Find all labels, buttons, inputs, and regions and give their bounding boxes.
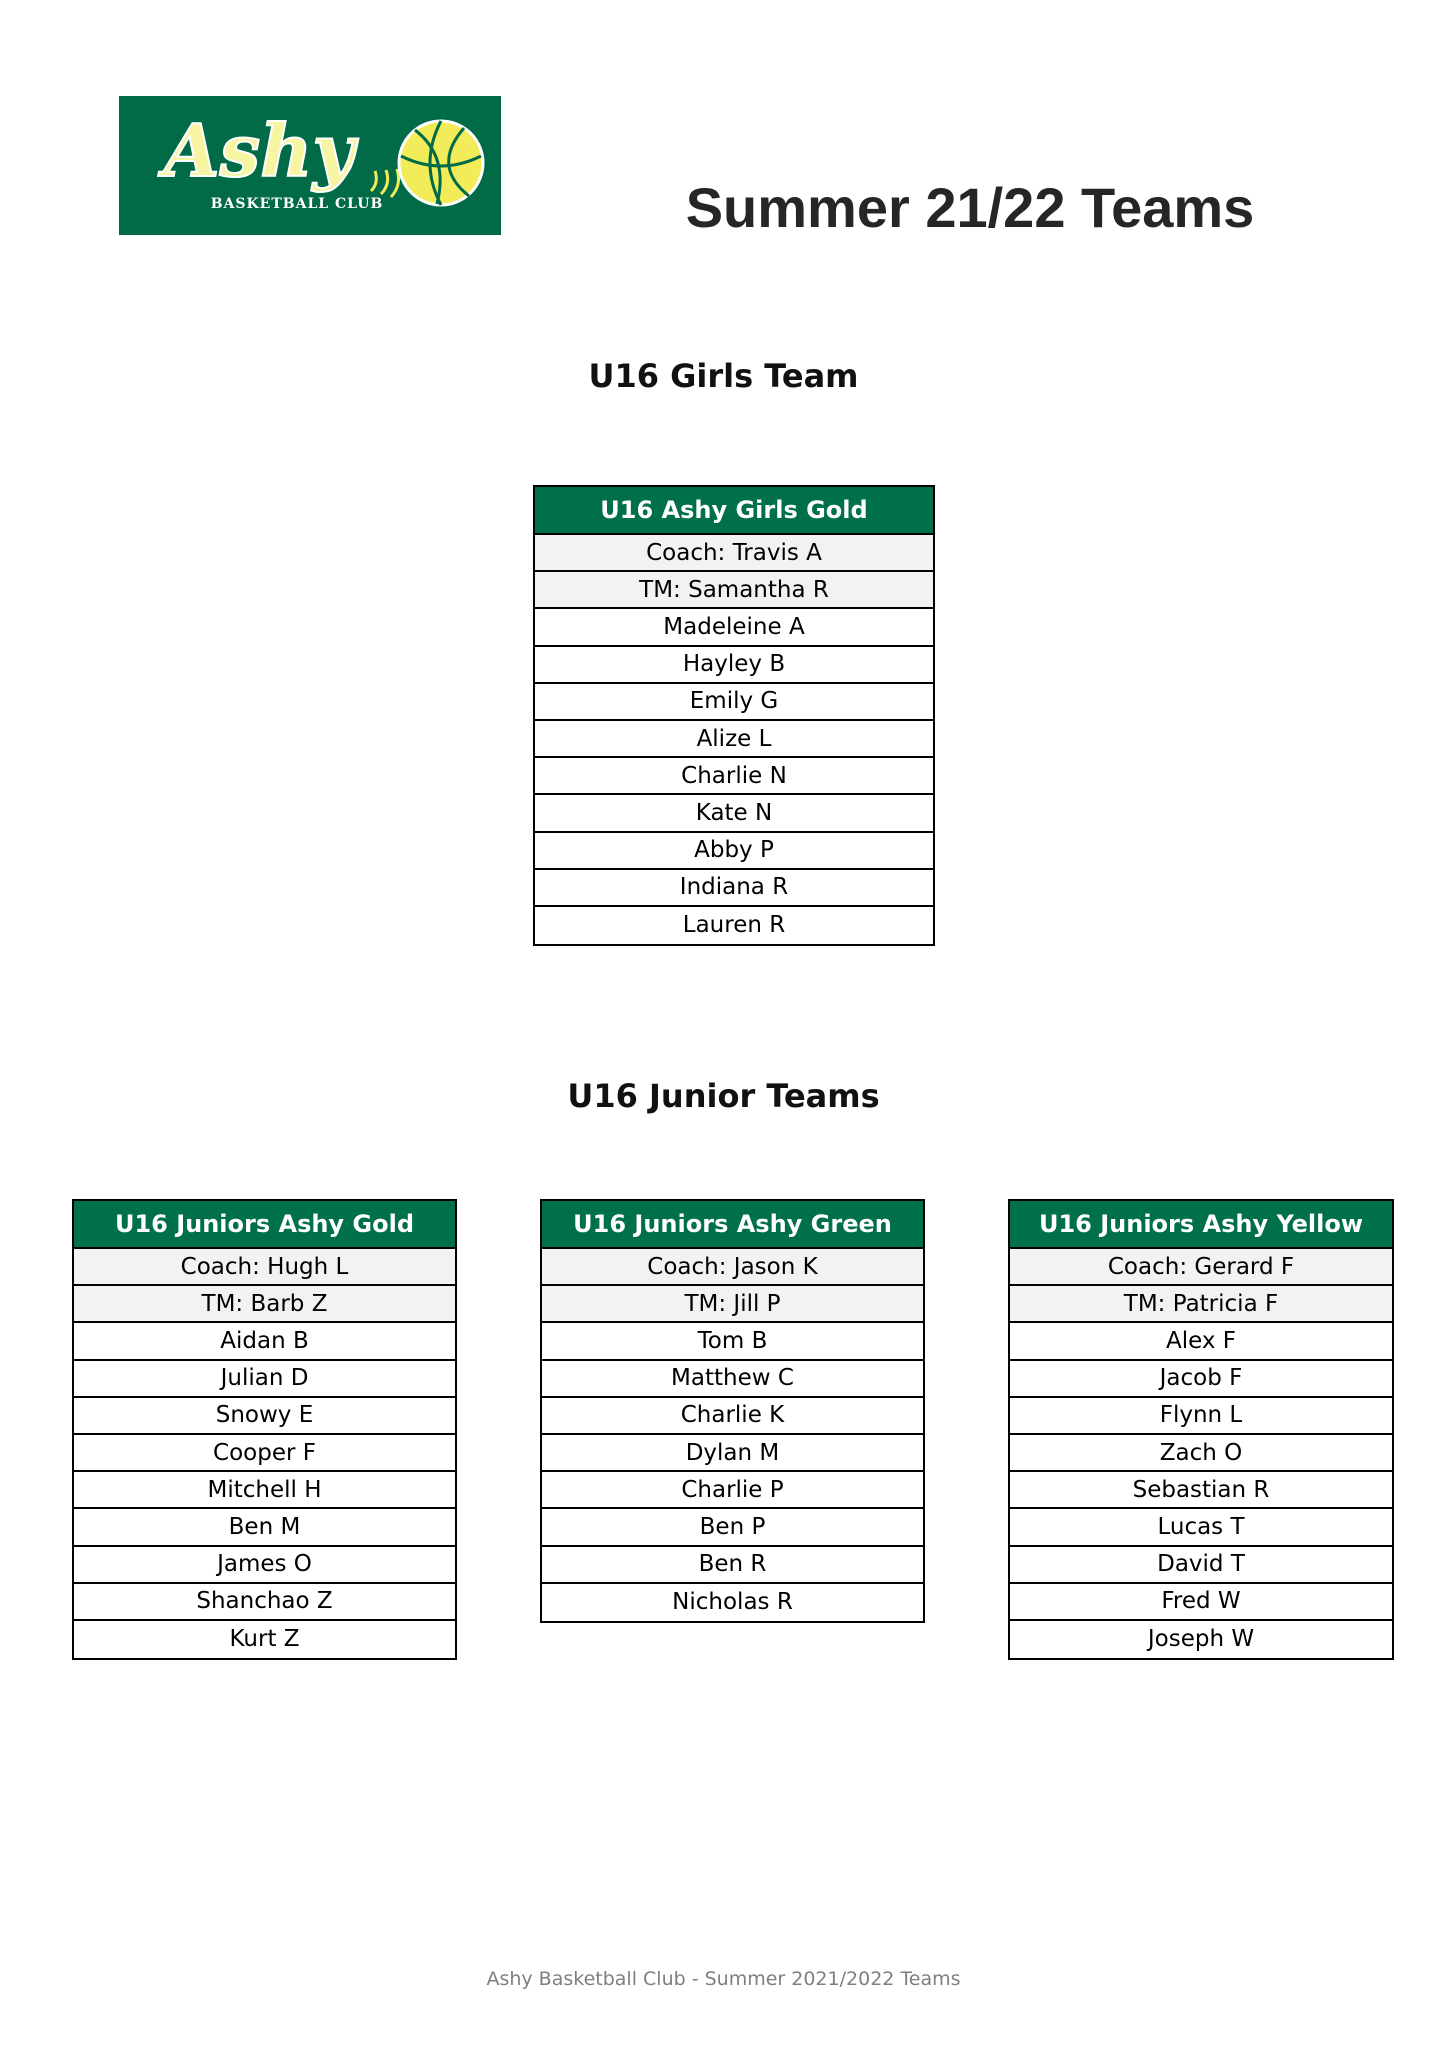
team-name: U16 Juniors Ashy Yellow — [1010, 1201, 1392, 1249]
player-row: Cooper F — [74, 1435, 455, 1472]
team-name: U16 Juniors Ashy Green — [542, 1201, 923, 1249]
player-row: Charlie P — [542, 1472, 923, 1509]
player-row: Fred W — [1010, 1584, 1392, 1621]
player-row: Nicholas R — [672, 1589, 793, 1616]
player-row: Indiana R — [535, 870, 933, 907]
player-row: Ben M — [74, 1509, 455, 1546]
player-row: Charlie N — [535, 758, 933, 795]
player-row: David T — [1010, 1547, 1392, 1584]
player-row: Shanchao Z — [74, 1584, 455, 1621]
player-row: Mitchell H — [74, 1472, 455, 1509]
coach-row: Coach: Jason K — [542, 1249, 923, 1286]
club-logo — [119, 96, 501, 235]
logo-text: Ashy — [163, 108, 355, 193]
player-row: Flynn L — [1010, 1398, 1392, 1435]
player-row: Madeleine A — [535, 609, 933, 646]
team-table-juniors-yellow — [1008, 1199, 1394, 1660]
player-row: Kate N — [535, 795, 933, 832]
team-manager-row: TM: Patricia F — [1010, 1286, 1392, 1323]
player-row: Joseph W — [1147, 1626, 1255, 1653]
player-row: Lauren R — [682, 912, 786, 939]
player-row: Jacob F — [1010, 1361, 1392, 1398]
team-name: U16 Juniors Ashy Gold — [74, 1201, 455, 1249]
player-row: Charlie K — [542, 1398, 923, 1435]
player-row: Lucas T — [1010, 1509, 1392, 1546]
player-row: Aidan B — [74, 1323, 455, 1360]
team-manager-row: TM: Jill P — [542, 1286, 923, 1323]
player-row: Alize L — [535, 721, 933, 758]
team-name: U16 Ashy Girls Gold — [535, 487, 933, 535]
player-row: Abby P — [535, 833, 933, 870]
player-row: Ben P — [542, 1509, 923, 1546]
player-row: Ben R — [542, 1547, 923, 1584]
basketball-icon — [399, 121, 483, 205]
page-title: Summer 21/22 Teams — [685, 176, 1255, 239]
player-row: Tom B — [542, 1323, 923, 1360]
player-row: Alex F — [1010, 1323, 1392, 1360]
player-row: Hayley B — [535, 647, 933, 684]
player-row: Snowy E — [74, 1398, 455, 1435]
coach-row: Coach: Hugh L — [74, 1249, 455, 1286]
team-table-juniors-gold — [72, 1199, 457, 1660]
team-manager-row: TM: Barb Z — [74, 1286, 455, 1323]
coach-row: Coach: Gerard F — [1010, 1249, 1392, 1286]
junior-section-title: U16 Junior Teams — [567, 1077, 880, 1115]
player-row: Julian D — [74, 1361, 455, 1398]
girls-section-title: U16 Girls Team — [588, 357, 859, 395]
player-row: Kurt Z — [229, 1626, 300, 1653]
player-row: James O — [74, 1547, 455, 1584]
player-row: Matthew C — [542, 1361, 923, 1398]
page-footer: Ashy Basketball Club - Summer 2021/2022 Teams — [486, 1968, 961, 1990]
player-row: Zach O — [1010, 1435, 1392, 1472]
player-row: Emily G — [535, 684, 933, 721]
team-table-juniors-green — [540, 1199, 925, 1623]
team-manager-row: TM: Samantha R — [535, 572, 933, 609]
logo-subtext: BASKETBALL CLUB — [210, 196, 384, 212]
player-row: Sebastian R — [1010, 1472, 1392, 1509]
player-row: Dylan M — [542, 1435, 923, 1472]
coach-row: Coach: Travis A — [535, 535, 933, 572]
team-table-girls-gold — [533, 485, 935, 946]
